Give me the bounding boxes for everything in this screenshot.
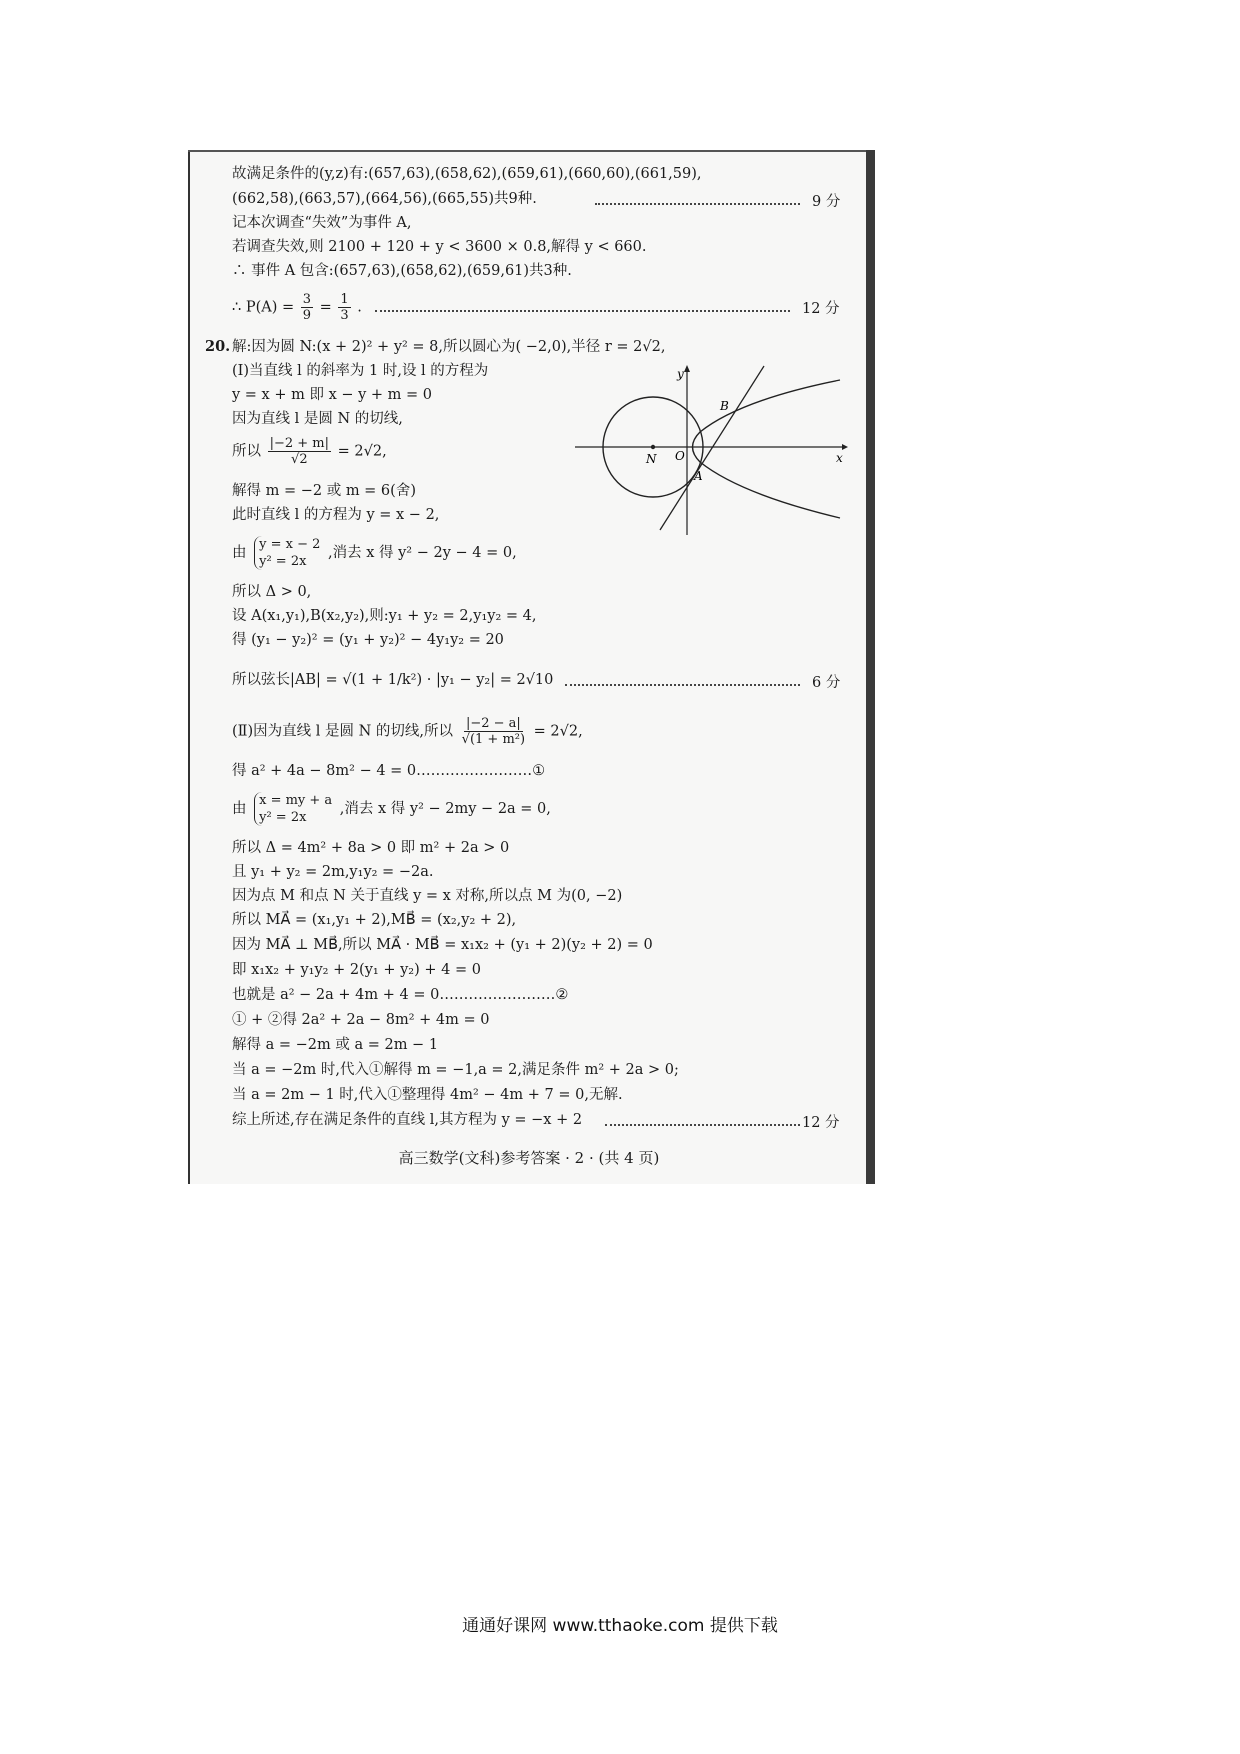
formula-prefix: (Ⅱ)因为直线 l 是圆 N 的切线,所以 xyxy=(232,723,454,740)
text-line: 因为点 M 和点 N 关于直线 y = x 对称,所以点 M 为(0, −2) xyxy=(232,888,623,904)
text-line: 解得 m = −2 或 m = 6(舍) xyxy=(232,483,416,499)
text-line: 解:因为圆 N:(x + 2)² + y² = 8,所以圆心为( −2,0),半径 r = 2√2, xyxy=(232,339,666,355)
fraction xyxy=(460,716,527,747)
denominator: √(1 + m²) xyxy=(461,732,526,747)
text-line: 所以 Δ = 4m² + 8a > 0 即 m² + 2a > 0 xyxy=(232,840,510,856)
y-axis-arrow xyxy=(684,365,690,372)
formula-line xyxy=(232,436,387,467)
formula-suffix: = 2√2, xyxy=(337,443,387,460)
score-mark: 12 分 xyxy=(802,1115,840,1131)
equation-system xyxy=(254,536,320,570)
numerator: |−2 − a| xyxy=(465,716,521,731)
system-prefix: 由 xyxy=(232,545,247,561)
text-line: 因为 MA⃗ ⊥ MB⃗,所以 MA⃗ · MB⃗ = x₁x₂ + (y₁ + 2)(y₂ + 2) = 0 xyxy=(232,937,653,953)
dot-leader xyxy=(605,1124,800,1126)
geometry-figure xyxy=(570,360,850,540)
system-suffix: ,消去 x 得 y² − 2my − 2a = 0, xyxy=(339,801,551,817)
text-line: 当 a = 2m − 1 时,代入①整理得 4m² − 4m + 7 = 0,无解. xyxy=(232,1087,623,1103)
fraction xyxy=(268,436,331,467)
text-line: 得 (y₁ − y₂)² = (y₁ + y₂)² − 4y₁y₂ = 20 xyxy=(232,632,504,648)
text-line: ① + ②得 2a² + 2a − 8m² + 4m = 0 xyxy=(232,1012,490,1028)
dot-leader xyxy=(375,310,790,312)
numerator: 3 xyxy=(302,292,312,307)
label-x: x xyxy=(836,451,843,465)
page-footer: 高三数学(文科)参考答案 · 2 · (共 4 页) xyxy=(398,1149,660,1167)
period: . xyxy=(357,299,362,316)
text-line: 综上所述,存在满足条件的直线 l,其方程为 y = −x + 2 xyxy=(232,1112,583,1128)
equation: y² = 2x xyxy=(259,554,307,569)
equation: y² = 2x xyxy=(259,810,307,825)
dot-leader xyxy=(595,203,800,205)
dot-leader xyxy=(565,684,800,686)
text-line: 也就是 a² − 2a + 4m + 4 = 0……………………② xyxy=(232,987,569,1003)
score-mark: 12 分 xyxy=(802,301,840,317)
numerator: 1 xyxy=(340,292,349,307)
text-line: y = x + m 即 x − y + m = 0 xyxy=(232,387,433,403)
x-axis-arrow xyxy=(842,444,848,450)
text-line: 设 A(x₁,y₁),B(x₂,y₂),则:y₁ + y₂ = 2,y₁y₂ = 4, xyxy=(232,608,537,624)
text-line: 即 x₁x₂ + y₁y₂ + 2(y₁ + y₂) + 4 = 0 xyxy=(232,962,481,978)
text-line: 因为直线 l 是圆 N 的切线, xyxy=(232,411,403,427)
text-line: 当 a = −2m 时,代入①解得 m = −1,a = 2,满足条件 m² + 2a > 0; xyxy=(232,1062,679,1078)
denominator: 3 xyxy=(340,308,349,323)
text-line: 故满足条件的(y,z)有:(657,63),(658,62),(659,61),(660,60),(661,59), xyxy=(232,166,702,182)
equation-system xyxy=(254,792,332,826)
text-line: 解得 a = −2m 或 a = 2m − 1 xyxy=(232,1037,439,1053)
center-point-n xyxy=(651,445,655,449)
system-prefix: 由 xyxy=(232,801,247,817)
text-line: (662,58),(663,57),(664,56),(665,55)共9种. xyxy=(232,191,537,207)
numerator: |−2 + m| xyxy=(269,436,330,451)
score-mark: 9 分 xyxy=(812,194,841,210)
label-a: A xyxy=(694,469,703,483)
scan-top-border xyxy=(188,150,868,152)
formula-line xyxy=(232,716,583,747)
text-line: 所以弦长|AB| = √(1 + 1/k²) · |y₁ − y₂| = 2√10 xyxy=(232,672,554,688)
system-suffix: ,消去 x 得 y² − 2y − 4 = 0, xyxy=(327,545,517,561)
text-line: 得 a² + 4a − 8m² − 4 = 0……………………① xyxy=(232,763,546,779)
label-n: N xyxy=(646,452,657,466)
label-b: B xyxy=(720,399,729,413)
text-line: 若调查失效,则 2100 + 120 + y < 3600 × 0.8,解得 y < 660. xyxy=(232,239,647,255)
probability-line xyxy=(232,292,362,323)
parabola xyxy=(693,380,841,518)
fraction xyxy=(338,292,350,323)
label-y: y xyxy=(677,367,684,381)
text-line: 所以 Δ > 0, xyxy=(232,584,312,600)
text-line: 所以 MA⃗ = (x₁,y₁ + 2),MB⃗ = (x₂,y₂ + 2), xyxy=(232,912,517,928)
equation: y = x − 2 xyxy=(259,537,321,552)
label-o: O xyxy=(675,449,685,463)
equals-sign: = xyxy=(319,299,332,316)
equation: x = my + a xyxy=(259,793,333,808)
text-line: (Ⅰ)当直线 l 的斜率为 1 时,设 l 的方程为 xyxy=(232,363,489,379)
denominator: √2 xyxy=(291,452,308,467)
system-line xyxy=(232,536,517,570)
fraction xyxy=(301,292,313,323)
text-line: 记本次调查“失效”为事件 A, xyxy=(232,215,412,231)
score-mark: 6 分 xyxy=(812,675,841,691)
tangent-line xyxy=(660,366,764,530)
formula-prefix: 所以 xyxy=(232,443,261,460)
prob-label: ∴ P(A) = xyxy=(232,299,295,316)
system-line xyxy=(232,792,551,826)
scan-right-edge xyxy=(866,150,875,1184)
formula-suffix: = 2√2, xyxy=(533,723,583,740)
text-line: ∴ 事件 A 包含:(657,63),(658,62),(659,61)共3种. xyxy=(232,263,572,279)
text-line: 此时直线 l 的方程为 y = x − 2, xyxy=(232,507,440,523)
site-footer: 通通好课网 www.tthaoke.com 提供下载 xyxy=(462,1616,778,1636)
question-number: 20. xyxy=(205,338,231,355)
denominator: 9 xyxy=(302,308,312,323)
text-line: 且 y₁ + y₂ = 2m,y₁y₂ = −2a. xyxy=(232,864,434,880)
